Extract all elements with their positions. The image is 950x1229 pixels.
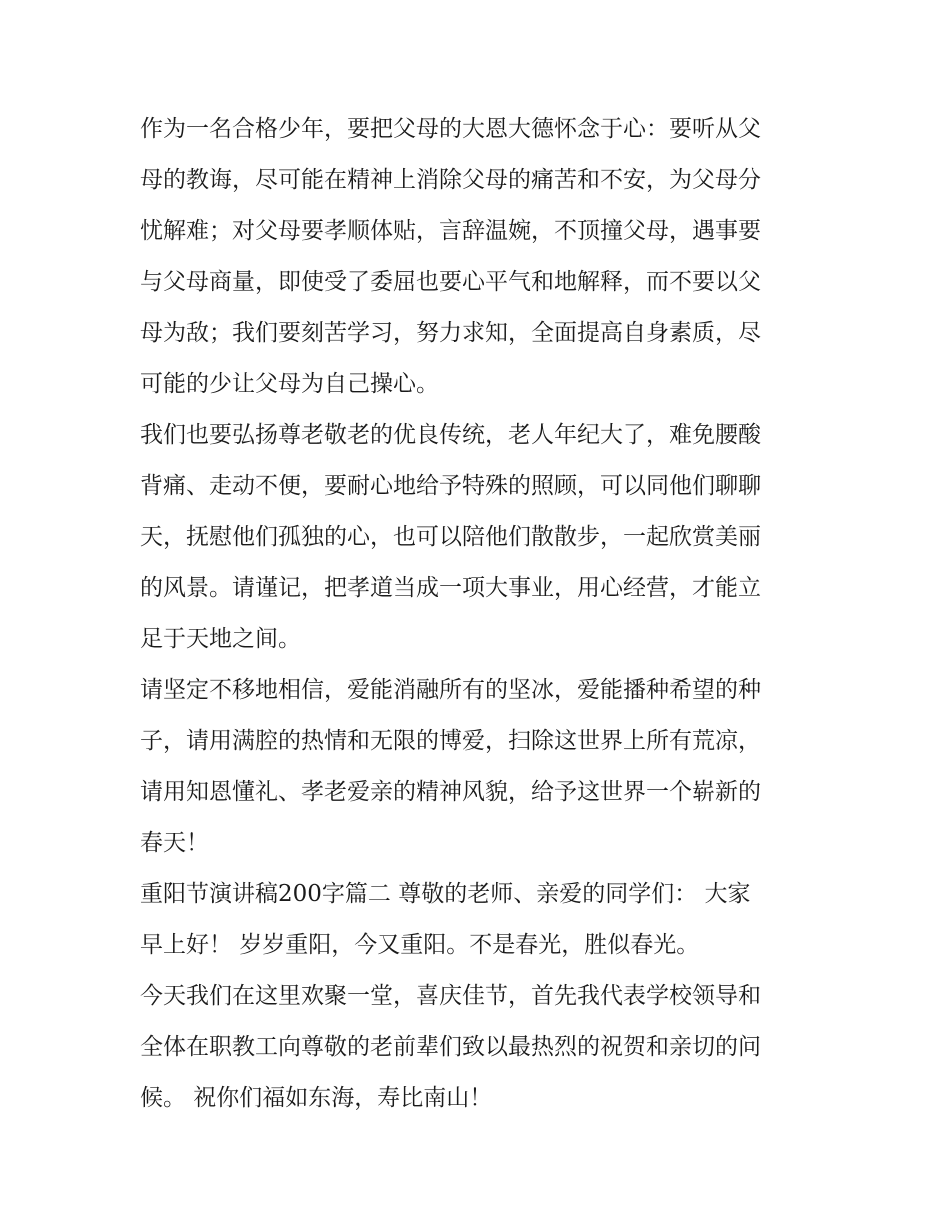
text-line: 请坚定不移地相信，爱能消融所有的坚冰，爱能播种希望的种 <box>140 677 761 703</box>
text-line: 今天我们在这里欢聚一堂，喜庆佳节，首先我代表学校领导和 <box>140 983 761 1009</box>
text-line: 与父母商量，即使受了委屈也要心平气和地解释，而不要以父 <box>140 269 761 295</box>
text-line: 早上好！ 岁岁重阳，今又重阳。不是春光，胜似春光。 <box>140 932 700 958</box>
text-line: 可能的少让父母为自己操心。 <box>140 371 439 397</box>
text-line: 的风景。请谨记，把孝道当成一项大事业，用心经营，才能立 <box>140 575 761 601</box>
paragraph-5 <box>140 971 812 1124</box>
text-line: 忧解难；对父母要孝顺体贴，言辞温婉，不顶撞父母，遇事要 <box>140 218 761 244</box>
text-line: 全体在职教工向尊敬的老前辈们致以最热烈的祝贺和亲切的问 <box>140 1034 761 1060</box>
text-line: 母为敌；我们要刻苦学习，努力求知，全面提高自身素质，尽 <box>140 320 761 346</box>
text-line: 候。 祝你们福如东海，寿比南山！ <box>140 1085 493 1111</box>
text-line: 春天！ <box>140 830 209 856</box>
document-body <box>140 104 812 1124</box>
text-line: 子，请用满腔的热情和无限的博爱，扫除这世界上所有荒凉， <box>140 728 761 754</box>
text-line: 天，抚慰他们孤独的心，也可以陪他们散散步，一起欣赏美丽 <box>140 524 761 550</box>
text-line: 我们也要弘扬尊老敬老的优良传统，老人年纪大了，难免腰酸 <box>140 422 761 448</box>
text-line: 作为一名合格少年，要把父母的大恩大德怀念于心：要听从父 <box>140 116 761 142</box>
paragraph-3 <box>140 665 812 869</box>
paragraph-4 <box>140 869 812 971</box>
text-line: 母的教诲，尽可能在精神上消除父母的痛苦和不安，为父母分 <box>140 167 761 193</box>
text-line: 足于天地之间。 <box>140 626 301 652</box>
text-line: 请用知恩懂礼、孝老爱亲的精神风貌，给予这世界一个崭新的 <box>140 779 761 805</box>
text-line: 重阳节演讲稿200字篇二 尊敬的老师、亲爱的同学们： 大家 <box>140 881 751 907</box>
paragraph-1 <box>140 104 812 410</box>
text-line: 背痛、走动不便，要耐心地给予特殊的照顾，可以同他们聊聊 <box>140 473 761 499</box>
paragraph-2 <box>140 410 812 665</box>
